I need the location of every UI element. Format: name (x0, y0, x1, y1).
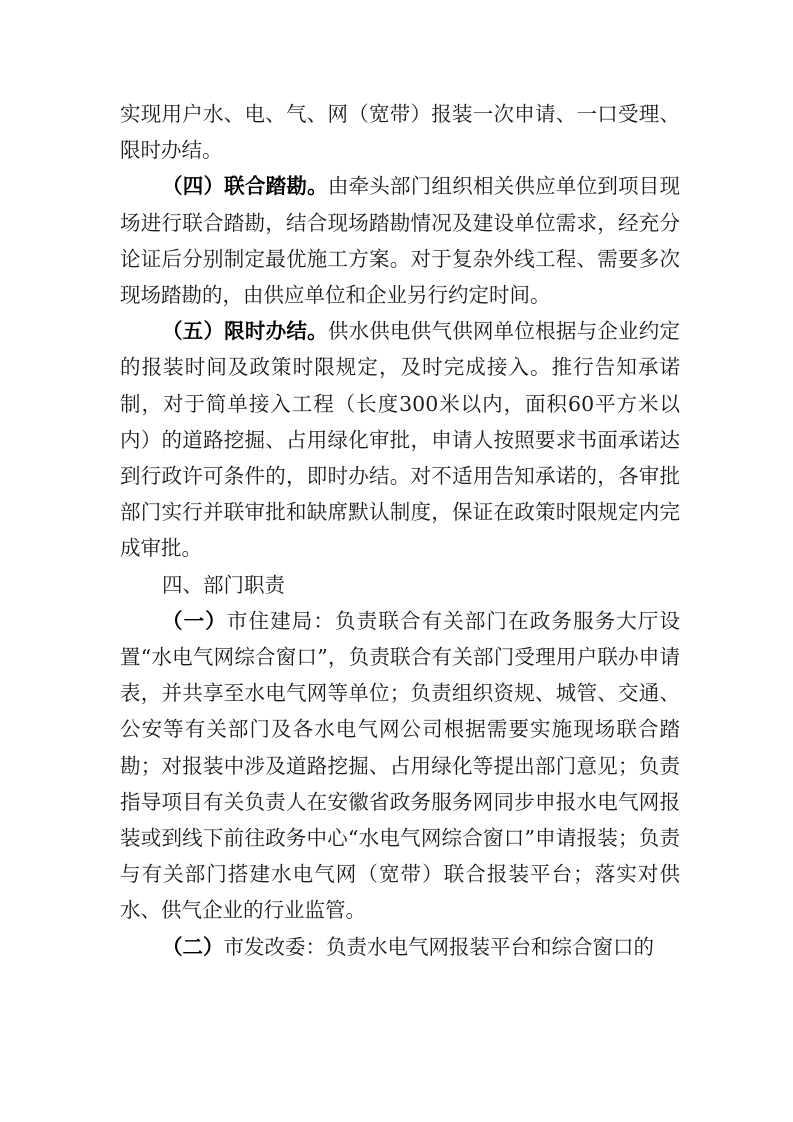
paragraph-time-limit (120, 313, 680, 566)
paragraph-lead: （二） (162, 934, 224, 959)
paragraph-text: 实现用户水、电、气、网（宽带）报装一次申请、一口受理、限时办结。 (120, 102, 680, 163)
paragraph-text: 供水供电供气供网单位根据与企业约定的报装时间及政策时限规定，及时完成接入。推行告知承诺制，对于简单接入工程（长度300米以内，面积60平方米以内）的道路挖掘、占用绿化审批，申请人按照要求书面承诺达到行政许可条件的，即时办结。对不适用告知承诺的，各审批部门实行并联审批和缺席默认制度，保证在政策时限规定内完成审批。 (120, 319, 681, 561)
paragraph-lead: （四）联合踏勘。 (162, 174, 328, 199)
paragraph-lead: （一） (162, 608, 227, 633)
paragraph-continuation (120, 96, 680, 168)
paragraph-text: 市住建局：负责联合有关部门在政务服务大厅设置“水电气网综合窗口”，负责联合有关部门受理用户联办申请表，并共享至水电气网等单位；负责组织资规、城管、交通、公安等有关部门及各水电气网公司根据需要实施现场联合踏勘；对报装中涉及道路挖掘、占用绿化等提出部门意见；负责指导项目有关负责人在安徽省政务服务网同步申报水电气网报装或到线下前往政务中心“水电气网综合窗口”申请报装；负责与有关部门搭建水电气网（宽带）联合报装平台；落实对供水、供气企业的行业监管。 (120, 608, 681, 923)
paragraph-housing-bureau (120, 603, 680, 929)
section-heading (120, 567, 680, 603)
paragraph-development-commission (120, 929, 680, 965)
paragraph-joint-survey (120, 168, 680, 313)
paragraph-text: 由牵头部门组织相关供应单位到项目现场进行联合踏勘，结合现场踏勘情况及建设单位需求，经充分论证后分别制定最优施工方案。对于复杂外线工程、需要多次现场踏勘的，由供应单位和企业另行约定时间。 (120, 174, 681, 308)
document-body (120, 96, 680, 965)
paragraph-lead: （五）限时办结。 (162, 319, 328, 344)
section-heading-text: 四、部门职责 (162, 572, 285, 597)
paragraph-text: 市发改委：负责水电气网报装平台和综合窗口的 (223, 934, 654, 959)
